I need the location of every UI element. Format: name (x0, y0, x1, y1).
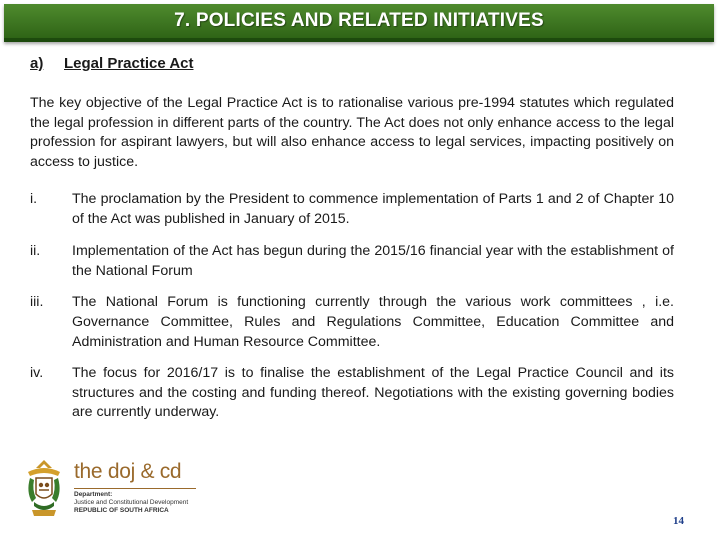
country-name: REPUBLIC OF SOUTH AFRICA (74, 507, 169, 514)
dept-name: Justice and Constitutional Development (74, 499, 189, 506)
list-item (30, 364, 674, 423)
list-item (30, 293, 674, 352)
list-item-number: i. (30, 191, 38, 207)
department-logo (22, 458, 202, 520)
list-item (30, 242, 674, 281)
brand-name: the doj & cd (74, 460, 182, 483)
list-item-text: The focus for 2016/17 is to finalise the establishment of the Legal Practice Council and its structures and the costing and funding thereof. Negotiations with the existing governing bodies are currently underway. (72, 365, 674, 421)
dept-label: Department: (74, 491, 113, 498)
list-item-text: The National Forum is functioning currently through the various work committees , i.e. Governance Committee, Rules and Regulations Committee, Education Committee and Administration and Human Resource Committee. (72, 294, 674, 350)
section-letter: a) (30, 55, 44, 72)
list-item-number: iv. (30, 365, 44, 382)
department-text (74, 491, 188, 515)
list-item-text: Implementation of the Act has begun during the 2015/16 financial year with the establishment of the National Forum (72, 243, 674, 279)
list-item-number: ii. (30, 243, 41, 260)
section-name: Legal Practice Act (64, 55, 194, 72)
list-item-number: iii. (30, 294, 44, 311)
numbered-list (30, 190, 674, 423)
section-heading (30, 55, 194, 72)
slide-title: 7. POLICIES AND RELATED INITIATIVES (174, 10, 544, 31)
coat-of-arms-icon (22, 458, 66, 520)
list-item (30, 190, 674, 229)
brand-divider (74, 488, 196, 489)
page-number: 14 (673, 515, 684, 527)
intro-paragraph: The key objective of the Legal Practice Act is to rationalise various pre-1994 statutes which regulated the legal profession in different parts of the country. The Act does not only enhance access to the legal profession for aspirant lawyers, but will also enhance access to legal services, impacting positively on access to justice. (30, 95, 674, 170)
slide-title-bar (4, 4, 714, 42)
list-item-text: The proclamation by the President to commence implementation of Parts 1 and 2 of Chapter 10 of the Act was published in January of 2015. (72, 191, 674, 227)
